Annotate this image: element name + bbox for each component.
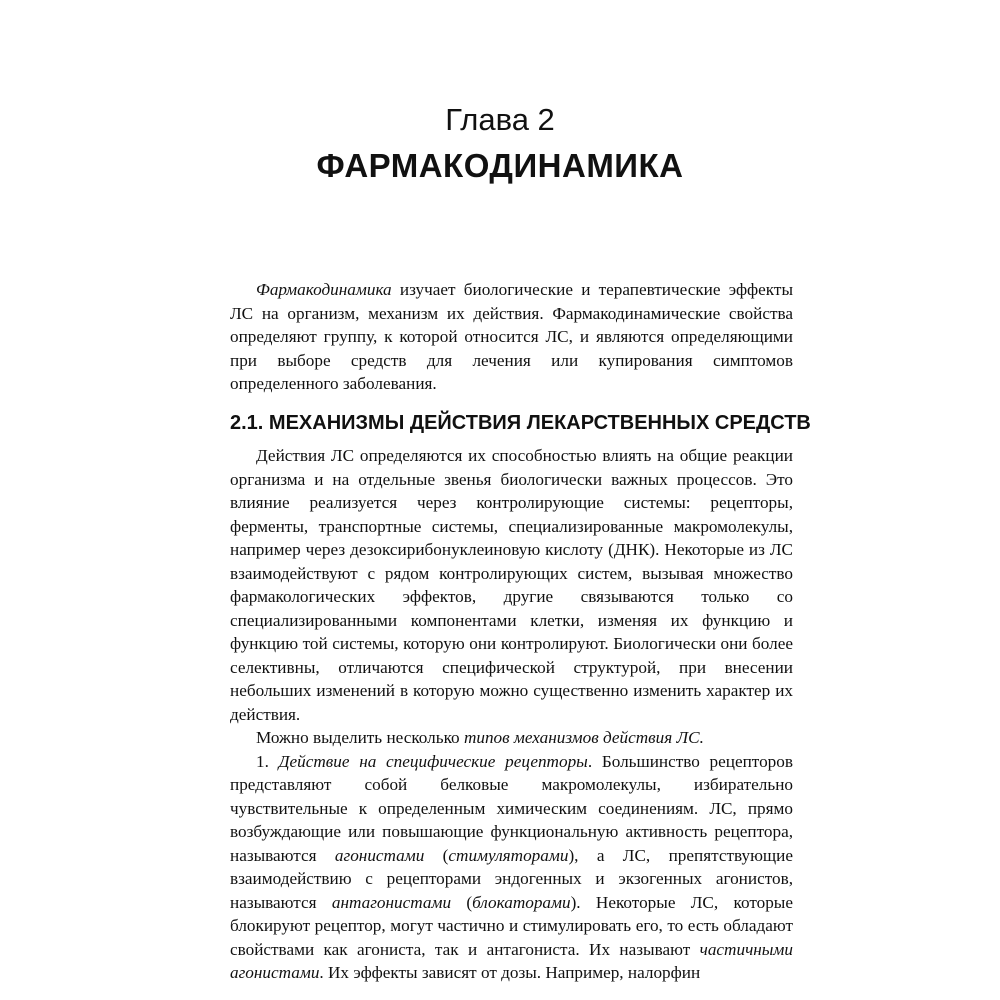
p3-text-2: (	[424, 845, 449, 865]
chapter-title: ФАРМАКОДИНАМИКА	[316, 147, 684, 184]
p3-em-3: стимуляторами	[448, 845, 569, 865]
section-body	[230, 444, 793, 985]
paragraph-2	[230, 726, 793, 750]
p3-em-1: Действие на специфические рецепторы	[278, 751, 588, 771]
p3-em-2: агонистами	[334, 845, 425, 865]
intro-paragraph	[230, 278, 793, 396]
paragraph-3	[230, 750, 793, 985]
p3-em-5: блокаторами	[472, 892, 571, 912]
section-heading: 2.1. МЕХАНИЗМЫ ДЕЙСТВИЯ ЛЕКАРСТВЕННЫХ СРЕДСТВ	[230, 412, 811, 434]
p3-text-3: ), а ЛС, препятствующие взаимодействию с рецепторами эндогенных и экзогенных агонистов, называются	[230, 845, 793, 912]
p2-emphasis: типов механизмов действия ЛС.	[463, 728, 704, 747]
p3-text-6: . Их эффекты зависят от дозы. Например, налорфин	[319, 963, 701, 982]
p3-text-4: (	[451, 892, 473, 912]
p3-text-1: . Большинство рецепторов представляют собой белковые макромолекулы, избирательно чувствительные к определенным химическим соединениям. ЛС, прямо возбуждающие или повышающие функциональную активность рецептора, называются	[230, 751, 793, 865]
p3-em-6: частичными агонистами	[230, 939, 793, 982]
p3-em-4: антагонистами	[331, 892, 452, 912]
p3-text-5: ). Некоторые ЛС, которые блокируют рецептор, могут частично и стимулировать его, то есть обладают свойствами как агониста, так и антагониста. Их называют	[230, 892, 793, 959]
p3-number: 1.	[256, 751, 279, 771]
intro-text: изучает биологические и терапевтические эффекты ЛС на организм, механизм их действия. Фармакодинамические свойства определяют группу, к которой относится ЛС, и являются определяющими при выборе средств для лечения или купирования симптомов определенного заболевания.	[230, 280, 793, 393]
chapter-label: Глава 2	[445, 102, 555, 137]
p2-text: Можно выделить несколько	[256, 728, 464, 747]
intro-term: Фармакодинамика	[256, 280, 392, 299]
paragraph-1: Действия ЛС определяются их способностью влиять на общие реакции организма и на отдельные звенья биологически важных процессов. Это влияние реализуется через контролирующие системы: рецепторы, ферменты, транспортные системы, специализированные макромолекулы, например через дезоксирибонуклеиновую кислоту (ДНК). Некоторые из ЛС взаимодействуют с рядом контролирующих систем, вызывая множество фармакологических эффектов, другие связываются только со специализированными компонентами клетки, изменяя их функцию и функцию той системы, которую они контролируют. Биологически они более селективны, отличаются специфической структурой, при внесении небольших изменений в которую можно существенно изменить характер их действия.	[230, 446, 793, 724]
